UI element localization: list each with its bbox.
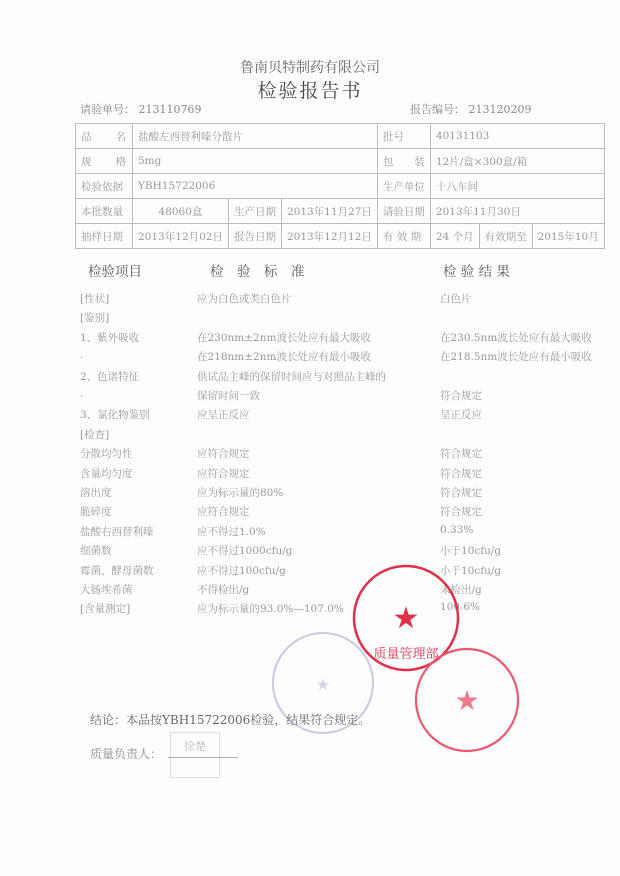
request-number (80, 101, 202, 117)
basis-value: YBH15722006 (133, 174, 378, 199)
column-header-item: 检验项目 (88, 264, 142, 280)
column-header-result: 检 验 结 果 (443, 264, 510, 280)
report-date-label: 报告日期 (228, 224, 281, 249)
stamp-text: 质量管理部 (373, 647, 439, 662)
svg-text:★: ★ (392, 601, 420, 636)
row-item: [鉴别] (80, 312, 110, 325)
report-number (410, 101, 532, 117)
batch-value: 40131103 (430, 124, 604, 149)
report-number-label: 报告编号： (410, 103, 465, 116)
row-result: 呈正反应 (440, 409, 482, 422)
request-number-value: 213110769 (138, 103, 202, 116)
row-item: 含量均匀度 (80, 467, 133, 480)
row-item: 2、色谱特征 (80, 370, 140, 383)
row-item: 大肠埃希菌 (80, 584, 133, 596)
row-item: [含量测定] (80, 603, 131, 616)
row-item: 脆碎度 (80, 506, 112, 519)
package-value: 12片/盒×300盒/箱 (430, 149, 604, 174)
validity-label: 有 效 期 (377, 224, 430, 249)
row-item: 溶出度 (80, 487, 112, 499)
row-result: 符合规定 (440, 390, 482, 402)
expiry-label: 有效期至 (479, 224, 532, 249)
row-standard: 应不得过1.0% (197, 525, 266, 538)
row-result: 符合规定 (440, 448, 482, 461)
row-result: 白色片 (440, 293, 472, 305)
row-item: 霉菌、酵母菌数 (80, 564, 154, 577)
row-standard: 保留时间一致 (197, 390, 260, 402)
row-standard: 供试品主峰的保留时间应与对照品主峰的 (197, 370, 386, 383)
row-result: 符合规定 (440, 506, 482, 519)
product-label: 品 名 (76, 124, 133, 149)
row-item: . (80, 388, 84, 400)
conclusion: 结论：本品按YBH15722006检验，结果符合规定。 (90, 713, 371, 727)
unit-value: 十八车间 (430, 174, 604, 199)
validity-value: 24 个月 (430, 224, 479, 249)
prod-date-value: 2013年11月27日 (281, 199, 377, 224)
request-number-label: 请验单号： (80, 103, 135, 116)
sample-date-label: 抽样日期 (76, 224, 133, 249)
row-standard: 应呈正反应 (197, 409, 250, 422)
table-row (76, 174, 605, 199)
row-standard: 应不得过100cfu/g (197, 564, 286, 577)
product-info-table (75, 123, 605, 249)
row-item: . (80, 349, 84, 362)
report-number-value: 213120209 (468, 103, 532, 116)
signature: 徐楚 (170, 732, 220, 778)
row-result: 符合规定 (440, 487, 482, 499)
row-result: 未检出/g (440, 584, 482, 596)
table-row (76, 224, 605, 249)
sample-date-value: 2013年12月02日 (133, 224, 229, 249)
row-item: 1、紫外吸收 (80, 331, 140, 344)
product-value: 盐酸左西替利嗪分散片 (133, 124, 378, 149)
req-date-value: 2013年11月30日 (430, 199, 604, 224)
expiry-value: 2015年10月 (532, 224, 604, 249)
row-standard: 应符合规定 (197, 506, 250, 519)
company-name: 鲁南贝特制药有限公司 (240, 60, 380, 76)
table-row (76, 124, 605, 149)
row-standard: 应为白色或类白色片 (197, 293, 292, 305)
row-standard: 不得检出/g (197, 584, 250, 596)
signature-line (168, 757, 238, 758)
row-standard: 应符合规定 (197, 467, 250, 480)
row-result: 0.33% (440, 523, 474, 536)
spec-label: 规 格 (76, 149, 133, 174)
batch-label: 批号 (377, 124, 430, 149)
row-result: 符合规定 (440, 467, 482, 480)
quantity-value: 48060盒 (133, 199, 229, 224)
row-result: 在230.5nm波长处应有最大吸收 (440, 331, 592, 344)
row-result: 小于10cfu/g (440, 545, 502, 558)
row-item: [性状] (80, 293, 110, 305)
row-standard: 应符合规定 (197, 448, 250, 461)
svg-text:★: ★ (315, 675, 331, 694)
row-standard: 应不得过1000cfu/g (197, 545, 293, 558)
table-row (76, 149, 605, 174)
row-result: 小于10cfu/g (440, 564, 502, 577)
table-row (76, 199, 605, 224)
row-result: 在218.5nm波长处应有最小吸收 (440, 351, 592, 364)
req-date-label: 请验日期 (377, 199, 430, 224)
row-item: 细菌数 (80, 545, 112, 558)
row-standard: 在218nm±2nm波长处应有最小吸收 (197, 351, 371, 364)
spec-value: 5mg (133, 149, 378, 174)
row-item: 盐酸右西替利嗪 (80, 525, 154, 538)
row-item: 分散均匀性 (80, 448, 133, 461)
row-item: 3、氯化物鉴别 (80, 409, 150, 422)
signer-label: 质量负责人： (90, 747, 163, 761)
report-date-value: 2013年12月12日 (281, 224, 377, 249)
prod-date-label: 生产日期 (228, 199, 281, 224)
row-standard: 应为标示量的93.0%—107.0% (197, 603, 344, 616)
svg-text:★: ★ (454, 684, 480, 717)
second-seal-stamp (412, 645, 522, 755)
quantity-label: 本批数量 (76, 199, 133, 224)
column-header-standard: 检 验 标 准 (210, 264, 305, 280)
row-standard: 在230nm±2nm波长处应有最大吸收 (197, 331, 371, 344)
unit-label: 生产单位 (377, 174, 430, 199)
package-label: 包 装 (377, 149, 430, 174)
document-title: 检验报告书 (257, 80, 363, 102)
basis-label: 检验依据 (76, 174, 133, 199)
row-item: [检查] (80, 428, 110, 441)
row-standard: 应为标示量的80% (197, 487, 284, 499)
row-result: 100.6% (440, 601, 481, 614)
